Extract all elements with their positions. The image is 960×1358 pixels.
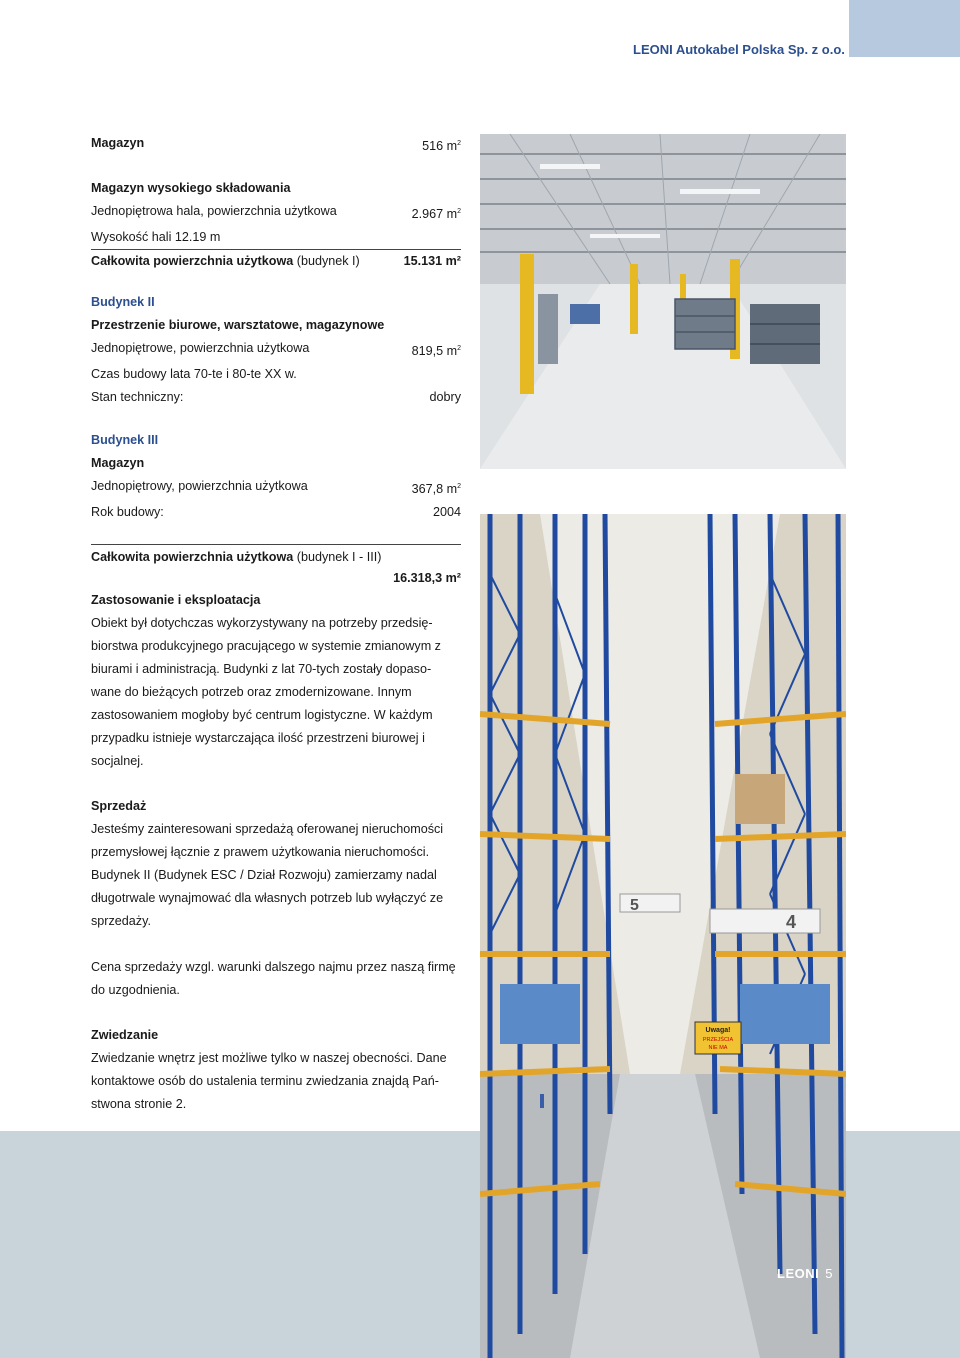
building-3-title: Budynek III: [91, 433, 159, 447]
usage-line: zastosowaniem mogłoby być centrum logistyczne. W każdym: [91, 708, 433, 722]
building-2-condition-value: dobry: [429, 390, 461, 404]
rack-aisle-photo: [480, 514, 846, 1358]
warning-sign-line2: NIE MA: [708, 1045, 728, 1051]
usage-line: biorstwa produkcyjnego pracującego w systemie zmianowym z: [91, 639, 441, 653]
total-building-1-value: 15.131 m²: [403, 254, 461, 268]
usage-line: przypadku istnieje wystarczająca ilość przestrzeni biurowej i: [91, 731, 425, 745]
grand-total-section: [91, 544, 461, 587]
building-2-area: 819,5 $m^2$: [411, 344, 461, 358]
visit-line: kontaktowe osób do ustalenia terminu zwiedzania znajdą Pań-: [91, 1074, 439, 1088]
sale-title: Sprzedaż: [91, 799, 147, 813]
high-storage-area: 2.967 $m^2$: [411, 207, 461, 221]
grand-total-suffix: (budynek I - III): [293, 550, 382, 564]
building-3-desc: Jednopiętrowy, powierzchnia użytkowa: [91, 479, 308, 493]
page-number: 5: [825, 1266, 833, 1281]
sale-price-line: Cena sprzedaży wzgl. warunki dalszego najmu przez naszą firmę: [91, 960, 456, 974]
building-2-subtitle: Przestrzenie biurowe, warsztatowe, magazynowe: [91, 318, 385, 332]
building-2-desc: Jednopiętrowe, powierzchnia użytkowa: [91, 341, 310, 355]
visit-section: [91, 1024, 461, 1116]
hall-height: Wysokość hali 12.19 m: [91, 230, 221, 244]
corner-decoration: [849, 0, 960, 57]
grand-total-value: 16.318,3 m²: [393, 571, 461, 585]
sale-line: Budynek II (Budynek ESC / Dział Rozwoju) zamierzamy nadal: [91, 868, 437, 882]
magazyn-section: [91, 132, 461, 158]
company-name: LEONI Autokabel Polska Sp. z o.o.: [633, 42, 845, 57]
warehouse-hall-photo: [480, 134, 846, 469]
high-storage-title: Magazyn wysokiego składowania: [91, 181, 291, 195]
visit-line: Zwiedzanie wnętrz jest możliwe tylko w naszej obecności. Dane: [91, 1051, 447, 1065]
sale-line: przemysłowej łącznie z prawem użytkowania nieruchomości.: [91, 845, 430, 859]
page-footer: [777, 1266, 832, 1281]
usage-line: Obiekt był dotychczas wykorzystywany na potrzeby przedsię-: [91, 616, 433, 630]
building-3-area: 367,8 $m^2$: [411, 482, 461, 496]
building-3-section: [91, 429, 461, 524]
total-building-1-row: [91, 249, 461, 273]
building-3-year-label: Rok budowy:: [91, 505, 164, 519]
warning-sign-line1: PRZEJŚCIA: [702, 1037, 734, 1043]
magazyn-area: 516 $m^2$: [422, 139, 461, 153]
grand-total-label: Całkowita powierzchnia użytkowa: [91, 550, 294, 564]
usage-title: Zastosowanie i eksploatacja: [91, 593, 261, 607]
warning-sign-title: Uwaga!: [705, 1027, 731, 1034]
magazyn-label: Magazyn: [91, 136, 145, 150]
usage-line: socjalnej.: [91, 754, 144, 768]
sale-section: [91, 795, 461, 1002]
usage-line: biurami i administracją. Budynki z lat 70-tych zostały dopaso-: [91, 662, 432, 676]
building-2-title: Budynek II: [91, 295, 155, 309]
building-3-year-value: 2004: [432, 505, 461, 519]
usage-line: wane do bieżących potrzeb oraz zmodernizowane. Innym: [91, 685, 412, 699]
sale-line: długotrwale wynajmować dla własnych potrzeb lub wyłączyć ze: [91, 891, 444, 905]
aisle-number-5: 5: [630, 897, 639, 914]
footer-brand: LEONI: [777, 1266, 820, 1281]
building-2-section: [91, 291, 461, 409]
sale-price-line: do uzgodnienia.: [91, 983, 180, 997]
building-2-condition-label: Stan techniczny:: [91, 390, 184, 404]
total-building-1-label: Całkowita powierzchnia użytkowa: [91, 254, 294, 268]
sale-line: sprzedaży.: [91, 914, 151, 928]
sale-line: Jesteśmy zainteresowani sprzedażą oferowanej nieruchomości: [91, 822, 444, 836]
building-3-subtitle: Magazyn: [91, 456, 145, 470]
visit-line: stwona stronie 2.: [91, 1097, 187, 1111]
aisle-number-4: 4: [786, 912, 797, 932]
high-storage-desc: Jednopiętrowa hala, powierzchnia użytkowa: [91, 204, 337, 218]
total-building-1-suffix: (budynek I): [293, 254, 360, 268]
visit-title: Zwiedzanie: [91, 1028, 159, 1042]
usage-section: [91, 589, 461, 773]
high-storage-section: [91, 177, 461, 273]
building-2-years: Czas budowy lata 70-te i 80-te XX w.: [91, 367, 297, 381]
